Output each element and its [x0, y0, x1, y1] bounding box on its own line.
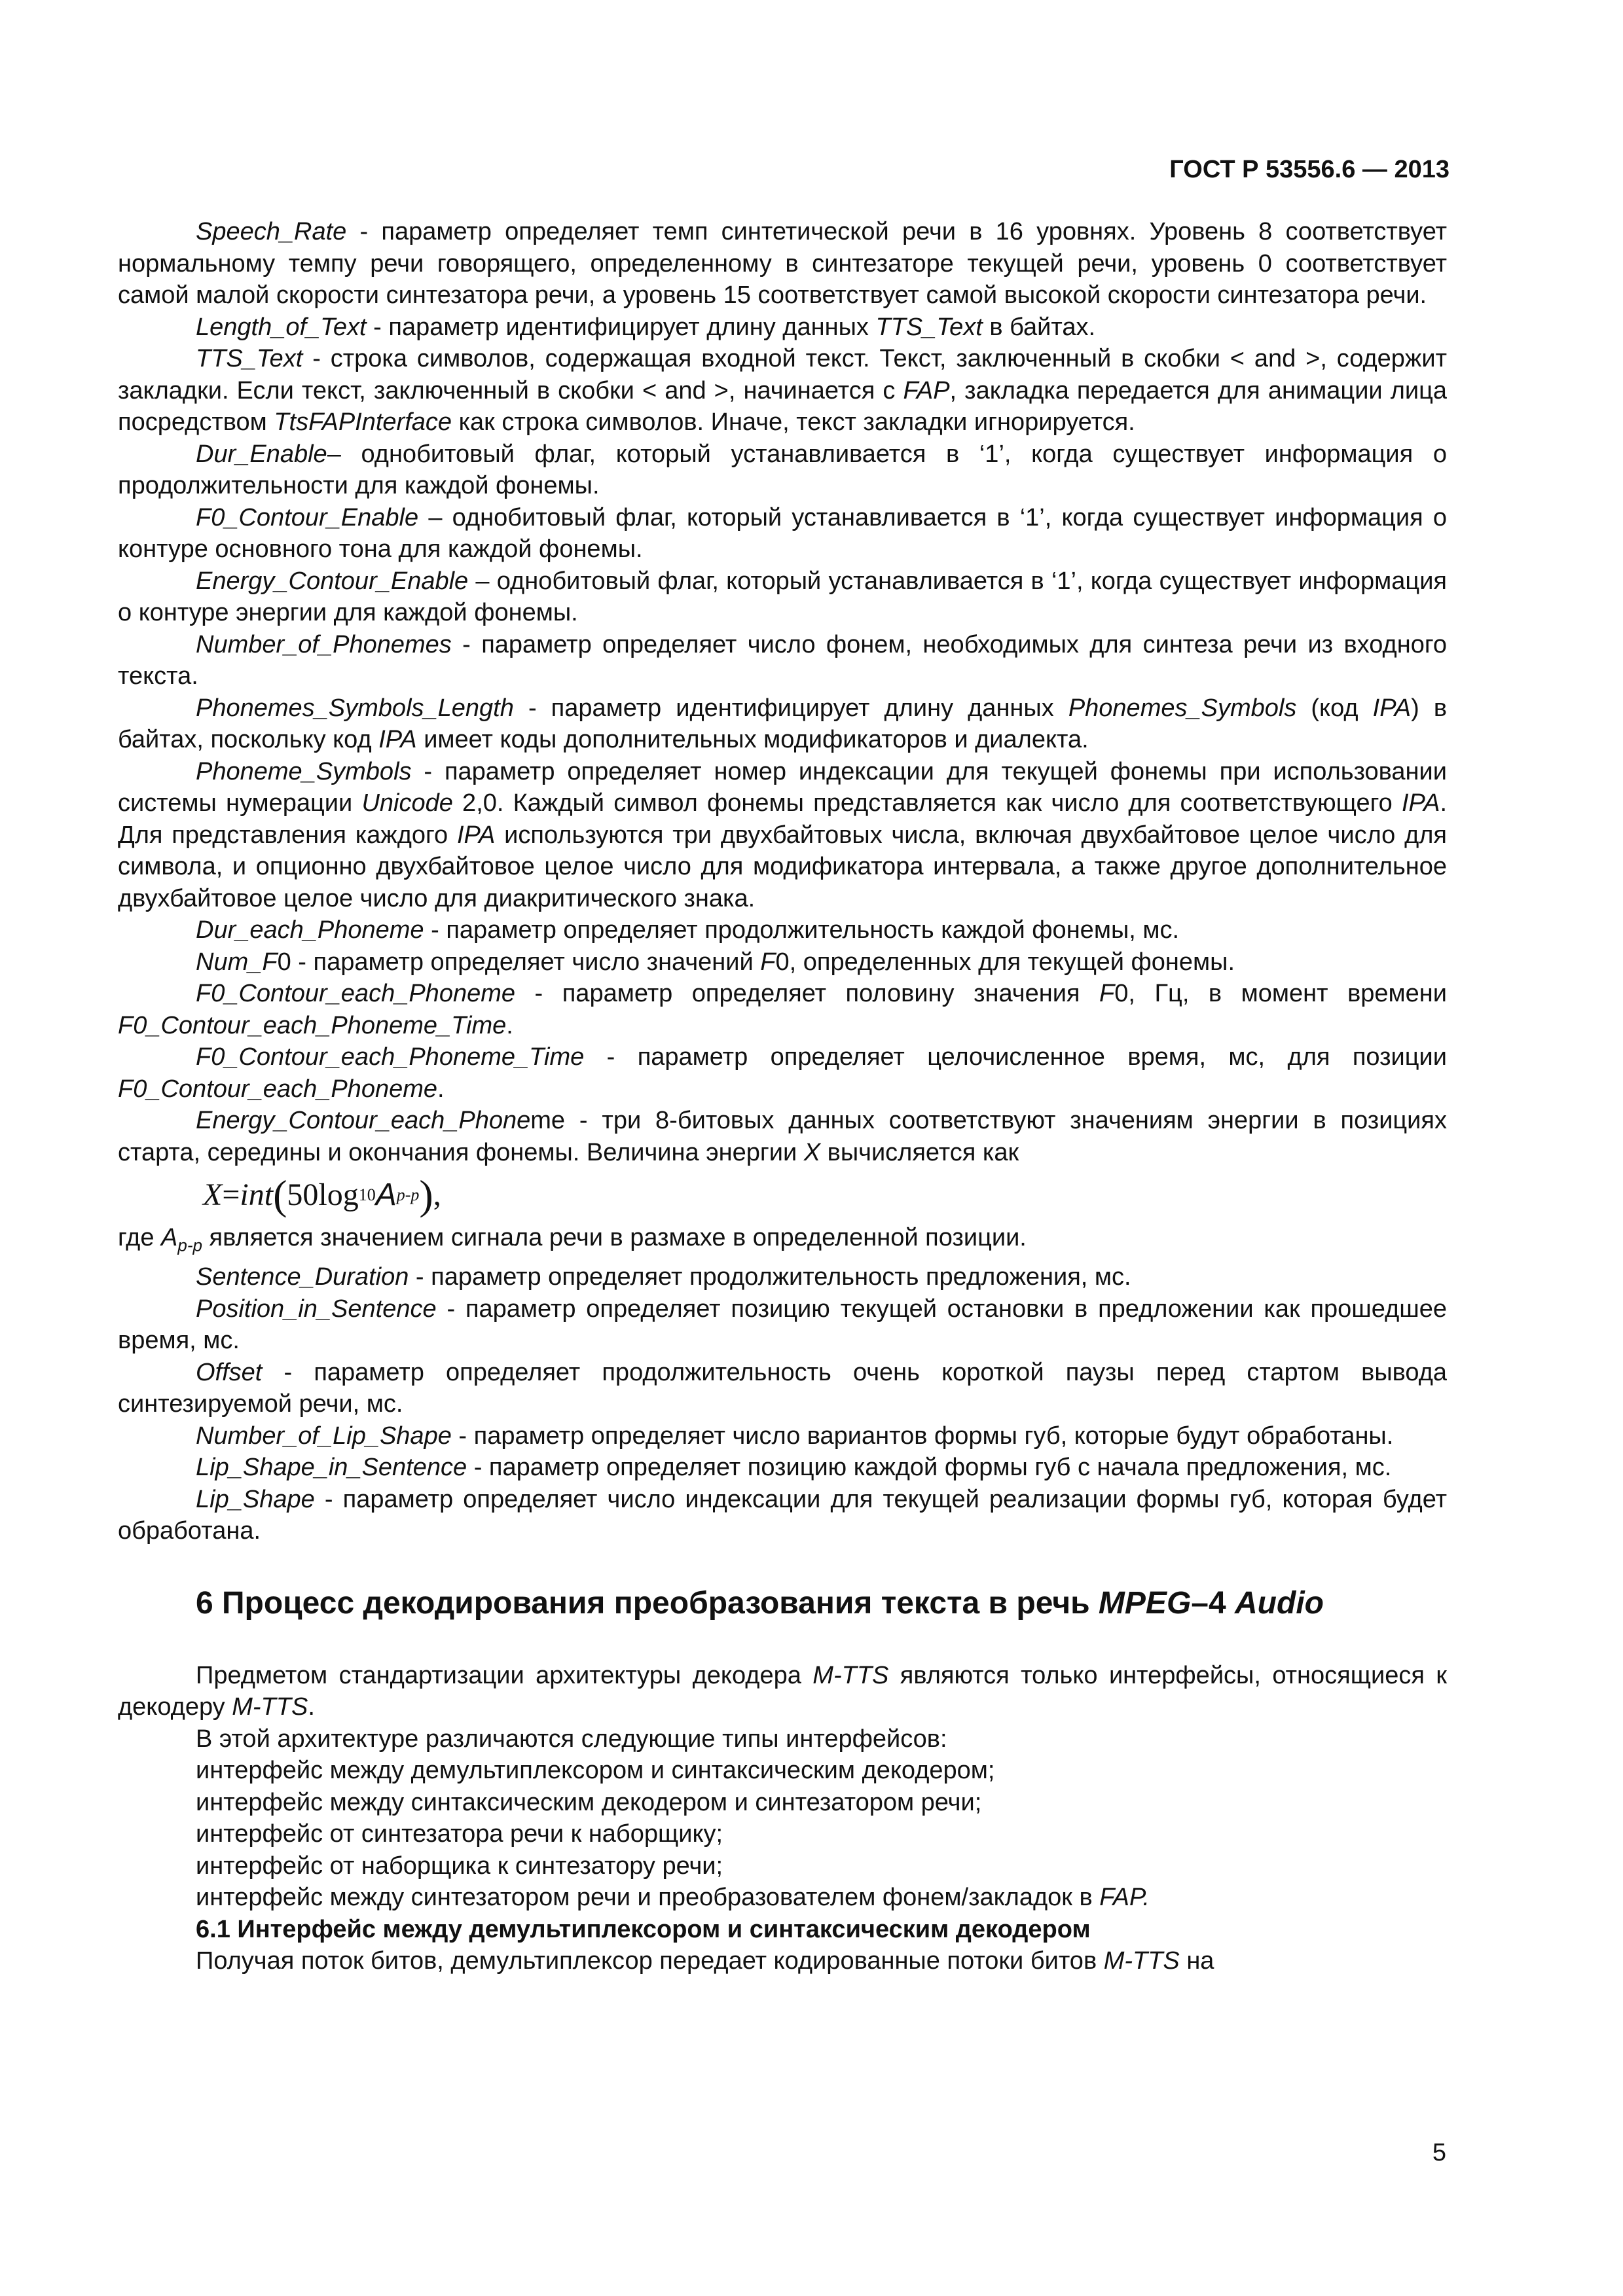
def-position-in-sentence [118, 1293, 1447, 1357]
definition-text: - параметр определяет позицию каждой формы губ с начала предложения, мс. [467, 1454, 1392, 1482]
def-length-of-text [118, 312, 1447, 344]
definition-text: - параметр определяет число вариантов формы губ, которые будут обработаны. [451, 1422, 1394, 1450]
body-text: на [1179, 1947, 1214, 1975]
def-dur-enable [118, 439, 1447, 502]
term-ref: M-TTS [812, 1661, 889, 1689]
formula-equals: = [222, 1177, 240, 1212]
definition-text: - параметр определяет целочисленное время, мс, для позиции [584, 1043, 1447, 1071]
definition-text: - параметр определяет число фонем, необходимых для синтеза речи из входного текста. [118, 630, 1447, 690]
section-title-italic: MPEG [1098, 1585, 1192, 1621]
formula-lhs: X [203, 1177, 223, 1212]
definition-text: - параметр определяет продолжительность предложения, мс. [409, 1263, 1131, 1291]
definition-text: вычисляется как [820, 1138, 1019, 1166]
term: Lip_Shape_in_Sentence [196, 1454, 467, 1482]
term: Offset [196, 1358, 263, 1386]
definition-text: . [437, 1075, 445, 1103]
list-item: интерфейс от наборщика к синтезатору речи; [196, 1852, 723, 1880]
section-heading [118, 1585, 1447, 1622]
definition-text: имеет коды дополнительных модификаторов и диалекта. [416, 726, 1089, 753]
definition-text: - параметр идентифицирует длину данных [366, 313, 876, 341]
term-suffix: 0 [277, 948, 291, 976]
term-ref: M-TTS [1103, 1947, 1180, 1975]
definition-text: 0, Гц, в момент времени [1114, 980, 1447, 1007]
body-text: Предметом стандартизации архитектуры декодера [196, 1661, 813, 1689]
definition-text: – однобитовый флаг, который устанавливается в ‘1’, когда существует информация о контуре энергии для каждой фонемы. [118, 567, 1447, 626]
definition-text: . [506, 1011, 513, 1039]
term: F0_Contour_each_Phoneme_Time [196, 1043, 585, 1071]
body-text: Получая поток битов, демультиплексор передает кодированные потоки битов [196, 1947, 1104, 1975]
term: F0_Contour_each_Phoneme [196, 980, 516, 1007]
definition-text: - строка символов, содержащая входной текст. Текст, заключенный в скобки < and >, содержит закладки. Если текст, заключенный в скобки < and >, начинается с [118, 345, 1447, 404]
def-phonemes-symbols-length [118, 692, 1447, 756]
term-ref: IPA [378, 726, 417, 753]
term-ref: FAP. [1099, 1884, 1150, 1912]
def-dur-each-phoneme [118, 914, 1447, 946]
def-number-of-phonemes [118, 629, 1447, 692]
term-ref: M-TTS [232, 1693, 308, 1721]
def-phoneme-symbols [118, 756, 1447, 915]
term: Lip_Shape [196, 1485, 315, 1513]
definition-text: - параметр определяет темп синтетической речи в 16 уровнях. Уровень 8 соответствует нормальному темпу речи говорящего, определенному в синтезаторе текущей речи, уровень 0 соответствует самой малой скорости синтезатора речи, а уровень 15 соответствует самой высокой скорости синтезатора речи. [118, 218, 1447, 309]
list-item: интерфейс между синтаксическим декодером и синтезатором речи; [196, 1788, 982, 1816]
definition-text: . Для представления каждого [118, 789, 1447, 849]
definition-text: - параметр определяет номер индексации для текущей фонемы при использовании системы нумерации [118, 757, 1447, 817]
document-header: ГОСТ Р 53556.6 — 2013 [1169, 156, 1450, 183]
definition-text: – однобитовый флаг, который устанавливается в ‘1’, когда существует информация о контуре основного тона для каждой фонемы. [118, 503, 1447, 563]
term-ref: Phonemes_Symbols [1068, 694, 1297, 722]
definition-text: 2,0. Каждый символ фонемы представляется как число для соответствующего [452, 789, 1402, 817]
definition-text: 0, определенных для текущей фонемы. [775, 948, 1235, 976]
where-line [118, 1222, 1447, 1261]
def-f0-contour-each-phoneme-time [118, 1041, 1447, 1105]
where-text: является значением сигнала речи в размахе в определенной позиции. [202, 1224, 1027, 1251]
body-paragraph [118, 1660, 1447, 1723]
term-ref: IPA [1402, 789, 1440, 817]
term: Position_in_Sentence [196, 1295, 437, 1323]
definition-text: в байтах. [982, 313, 1096, 341]
where-var-sub: p-p [177, 1235, 202, 1255]
body-text: интерфейс между синтезатором речи и преобразователем фонем/закладок в [196, 1884, 1100, 1912]
term: Energy_Contour_each_Phone [196, 1107, 531, 1134]
term-ref: FAP [903, 376, 950, 404]
list-item: интерфейс от синтезатора речи к наборщику; [196, 1820, 723, 1848]
term: Phoneme_Symbols [196, 757, 412, 785]
formula-coef: 50log [287, 1177, 359, 1212]
formula-tail: , [433, 1177, 441, 1212]
def-f0-contour-enable [118, 502, 1447, 565]
where-var: A [161, 1224, 178, 1251]
definition-text: - параметр определяет половину значения [515, 980, 1100, 1007]
formula-close-paren: ) [419, 1171, 433, 1218]
body-text: . [308, 1693, 315, 1721]
energy-formula [118, 1168, 1447, 1222]
term: Sentence_Duration [196, 1263, 409, 1291]
term: Number_of_Phonemes [196, 630, 452, 658]
def-num-f0 [118, 946, 1447, 978]
term-ref: F0_Contour_each_Phoneme [118, 1075, 438, 1103]
formula-func: int [240, 1177, 274, 1212]
definition-text: - параметр идентифицирует длину данных [513, 694, 1068, 722]
def-offset [118, 1357, 1447, 1420]
definition-text: – однобитовый флаг, который устанавливается в ‘1’, когда существует информация о продолжительности для каждой фонемы. [118, 440, 1447, 499]
body-paragraph [118, 1945, 1447, 1977]
subsection-heading: 6.1 Интерфейс между демультиплексором и синтаксическим декодером [196, 1915, 1091, 1943]
def-f0-contour-each-phoneme [118, 978, 1447, 1041]
term-ref: IPA [1372, 694, 1412, 722]
def-number-of-lip-shape [118, 1420, 1447, 1452]
term: TTS_Text [196, 345, 303, 372]
term-ref: F [760, 948, 776, 976]
section-title-italic: Audio [1235, 1585, 1324, 1621]
term: F0_Contour_Enable [196, 503, 419, 531]
def-lip-shape-in-sentence [118, 1452, 1447, 1484]
def-speech-rate [118, 216, 1447, 312]
term: Energy_Contour_Enable [196, 567, 469, 595]
where-prefix: где [118, 1224, 162, 1251]
term-ref: TTS_Text [875, 313, 983, 341]
section-title: 6 Процесс декодирования преобразования текста в речь [196, 1585, 1099, 1621]
body-paragraph: В этой архитектуре различаются следующие типы интерфейсов: [196, 1725, 947, 1753]
term: Num_F [196, 948, 278, 976]
definition-text: - параметр определяет продолжительность очень короткой паузы перед стартом вывода синтезируемой речи, мс. [118, 1358, 1447, 1418]
formula-var: A [375, 1177, 397, 1212]
formula-log-base: 10 [358, 1185, 376, 1204]
list-item: интерфейс между демультиплексором и синтаксическим декодером; [196, 1757, 995, 1785]
page-number: 5 [1432, 2139, 1446, 2166]
formula-open-paren: ( [273, 1171, 287, 1218]
term-ref: Unicode [361, 789, 453, 817]
term-suffix: me [530, 1107, 566, 1134]
definition-text: - три 8-битовых данных соответствуют значениям энергии в позициях старта, середины и окончания фонемы. Величина энергии [118, 1107, 1447, 1166]
def-tts-text [118, 343, 1447, 439]
term-ref: IPA [456, 821, 496, 849]
definition-text: ) в байтах, поскольку код [118, 694, 1448, 753]
term: Phonemes_Symbols_Length [196, 694, 514, 722]
term-ref: F [1099, 980, 1115, 1007]
list-item [118, 1882, 1447, 1914]
definition-text: используются три двухбайтовых числа, включая двухбайтовое целое число для символа, и опционно двухбайтовое целое число для модификатора интервала, а также другое дополнительное двухбайтовое целое число для диакритического знака. [118, 821, 1448, 912]
term: Speech_Rate [196, 218, 347, 245]
def-lip-shape [118, 1484, 1447, 1547]
definition-text: - параметр определяет число значений [291, 948, 761, 976]
definition-text: - параметр определяет число индексации для текущей реализации формы губ, которая будет обработана. [118, 1485, 1447, 1545]
page-content [118, 216, 1447, 1977]
term: Dur_each_Phoneme [196, 916, 424, 944]
term: Dur_Enable [196, 440, 327, 468]
term: Number_of_Lip_Shape [196, 1422, 452, 1450]
def-energy-contour-each-phoneme [118, 1105, 1447, 1168]
definition-text: как строка символов. Иначе, текст закладки игнорируется. [452, 408, 1135, 436]
term: Length_of_Text [196, 313, 367, 341]
definition-text: (код [1296, 694, 1373, 722]
definition-text: - параметр определяет позицию текущей остановки в предложении как прошедшее время, мс. [118, 1295, 1447, 1355]
def-sentence-duration [118, 1261, 1447, 1293]
def-energy-contour-enable [118, 565, 1447, 629]
term-ref: F0_Contour_each_Phoneme_Time [118, 1011, 507, 1039]
definition-text: , закладка передается для анимации лица посредством [118, 376, 1447, 436]
term-ref: X [803, 1138, 821, 1166]
section-title-mid: –4 [1191, 1585, 1235, 1621]
definition-text: - параметр определяет продолжительность каждой фонемы, мс. [424, 916, 1180, 944]
term-ref: TtsFAPInterface [274, 408, 452, 436]
body-text: являются только интерфейсы, относящиеся к декодеру [118, 1661, 1447, 1721]
formula-var-sub: p-p [396, 1185, 420, 1204]
